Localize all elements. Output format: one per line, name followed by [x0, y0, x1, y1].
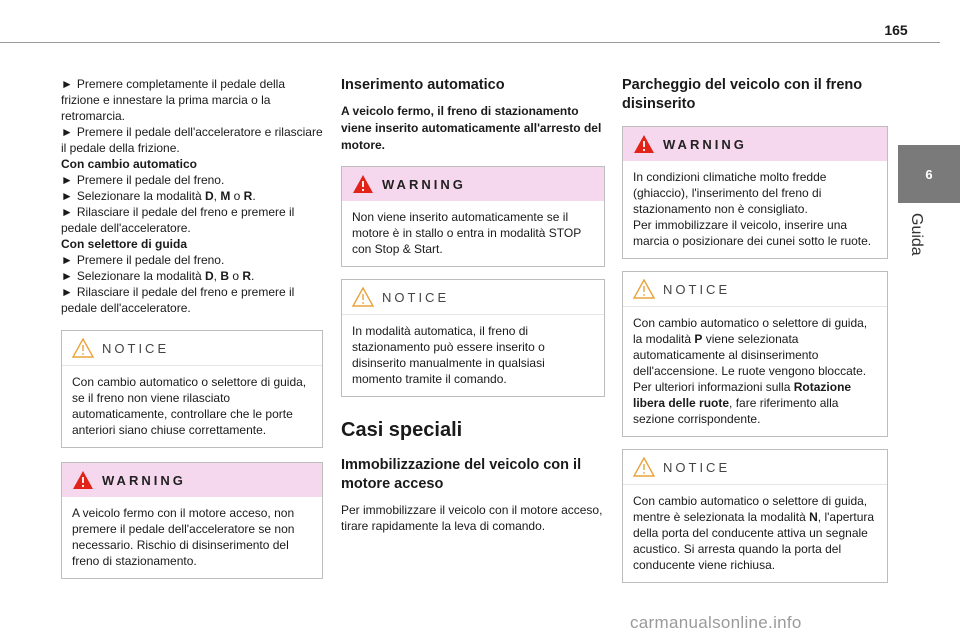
column-1	[61, 76, 323, 579]
page-number: 165	[884, 22, 908, 38]
step-line: ► Selezionare la modalità D, B o R.	[61, 269, 255, 283]
warning-title: WARNING	[102, 472, 186, 488]
warning-triangle-icon	[352, 174, 374, 194]
notice-title: NOTICE	[663, 459, 731, 475]
notice-text: Con cambio automatico o selettore di guida, mentre è selezionata la modalità N, l'apertura della porta del conducente attiva un segnale acustico. Si arresta quando la porta del conducente viene richiusa.	[633, 494, 875, 572]
warning-text: In condizioni climatiche molto fredde (ghiaccio), l'inserimento del freno di stazionamento non è consigliato. Per immobilizzare il veicolo, inserire una marcia o posizionare dei cunei sotto le ruote.	[633, 170, 872, 248]
notice-text: Con cambio automatico o selettore di guida, se il freno non viene rilasciato automaticamente, controllare che le porte anteriori siano chiuse correttamente.	[72, 375, 307, 437]
notice-triangle-icon	[633, 279, 655, 299]
step-line: ► Premere il pedale del freno.	[61, 173, 225, 187]
notice-text: Con cambio automatico o selettore di guida, la modalità P viene selezionata automaticamente al disinserimento dell'accensione. Le ruote vengono bloccate. Per ulteriori informazioni sulla Rotazione libera delle ruote, fare riferimento alla sezione corrispondente.	[633, 316, 868, 426]
warning-text: A veicolo fermo con il motore acceso, non premere il pedale dell'acceleratore se non necessario. Rischio di disinserimento del freno di stazionamento.	[72, 506, 295, 568]
warning-triangle-icon	[633, 134, 655, 154]
warning-box	[341, 166, 605, 267]
auto-heading: Con cambio automatico	[61, 157, 198, 171]
warning-box	[622, 126, 888, 259]
column-3	[622, 76, 888, 583]
selector-heading: Con selettore di guida	[61, 237, 188, 251]
step-line: ► Premere il pedale dell'acceleratore e rilasciare il pedale della frizione.	[61, 125, 323, 155]
notice-box	[341, 279, 605, 397]
warning-text: Non viene inserito automaticamente se il motore è in stallo o entra in modalità STOP con Stop & Start.	[352, 210, 582, 256]
warning-box	[61, 462, 323, 579]
notice-box	[622, 271, 888, 437]
warning-header	[342, 167, 604, 201]
notice-triangle-icon	[633, 457, 655, 477]
notice-box	[61, 330, 323, 448]
watermark: carmanualsonline.info	[630, 613, 802, 632]
step-line: ► Premere completamente il pedale della frizione e innestare la prima marcia o la retromarcia.	[61, 77, 286, 123]
notice-title: NOTICE	[663, 281, 731, 297]
special-cases-heading: Casi speciali	[341, 419, 463, 441]
notice-title: NOTICE	[382, 289, 450, 305]
notice-title: NOTICE	[102, 340, 170, 356]
section-tab[interactable]: 6	[898, 145, 960, 203]
immobilization-text: Per immobilizzare il veicolo con il motore acceso, tirare rapidamente la leva di comando.	[341, 503, 603, 533]
warning-triangle-icon	[72, 470, 94, 490]
warning-header	[623, 127, 887, 161]
notice-header	[62, 331, 322, 366]
warning-title: WARNING	[663, 136, 747, 152]
header-rule	[0, 42, 940, 43]
auto-insert-heading: Inserimento automatico	[341, 77, 505, 93]
step-line: ► Selezionare la modalità D, M o R.	[61, 189, 256, 203]
notice-triangle-icon	[72, 338, 94, 358]
notice-header	[623, 272, 887, 307]
notice-box	[622, 449, 888, 583]
step-line: ► Premere il pedale del freno.	[61, 253, 225, 267]
step-line: ► Rilasciare il pedale del freno e premere il pedale dell'acceleratore.	[61, 285, 295, 315]
notice-header	[623, 450, 887, 485]
auto-insert-lead: A veicolo fermo, il freno di stazionamento viene inserito automaticamente all'arresto del motore.	[341, 104, 602, 152]
immobilization-heading: Immobilizzazione del veicolo con il motore acceso	[341, 457, 582, 492]
notice-header	[342, 280, 604, 315]
warning-title: WARNING	[382, 176, 466, 192]
step-line: ► Rilasciare il pedale del freno e premere il pedale dell'acceleratore.	[61, 205, 295, 235]
notice-triangle-icon	[352, 287, 374, 307]
notice-text: In modalità automatica, il freno di stazionamento può essere inserito o disinserito manualmente in qualsiasi momento tramite il comando.	[352, 324, 545, 386]
parking-heading: Parcheggio del veicolo con il freno disinserito	[622, 77, 863, 112]
section-label: Guida	[908, 213, 925, 256]
column-2	[341, 76, 605, 534]
warning-header	[62, 463, 322, 497]
procedure-text	[61, 76, 323, 316]
